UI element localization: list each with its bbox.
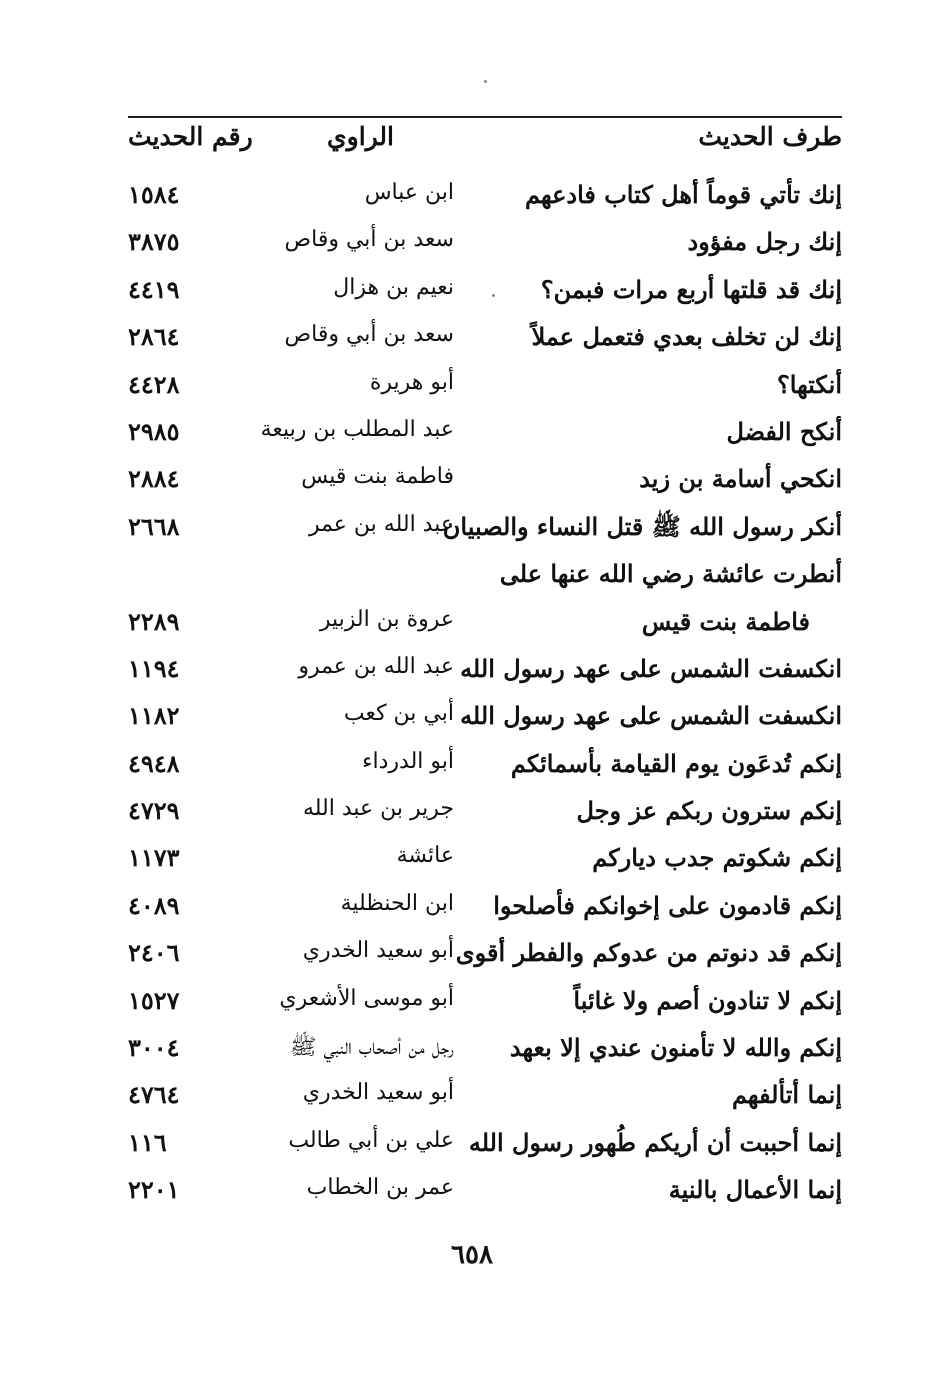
table-row [128, 887, 842, 934]
hadith-text: انكحي أسامة بن زيد [639, 464, 842, 494]
narrator: عمر بن الخطاب [306, 1175, 454, 1201]
narrator: نعيم بن هزال [333, 274, 454, 300]
table-row [128, 366, 842, 413]
table-row [128, 1171, 842, 1218]
table-row [128, 223, 842, 270]
narrator: أبو موسى الأشعري [279, 985, 454, 1011]
narrator: علي بن أبي طالب [288, 1127, 454, 1153]
narrator: جرير بن عبد الله [302, 796, 454, 822]
hadith-text: أنكتها؟ [777, 369, 842, 399]
narrator: عروة بن الزبير [319, 606, 454, 632]
table-row [128, 460, 842, 507]
narrator: عبد الله بن عمرو [298, 653, 454, 679]
hadith-number: ٣٨٧٥ [128, 227, 180, 257]
hadith-text: أنكر رسول الله ﷺ قتل النساء والصبيان [442, 511, 842, 541]
hadith-number: ٢٤٠٦ [128, 938, 180, 968]
hadith-number: ٢٦٦٨ [128, 511, 180, 541]
hadith-text: إنكم قد دنوتم من عدوكم والفطر أقوى [455, 938, 842, 968]
hadith-number: ٤٩٤٨ [128, 748, 180, 778]
table-row [128, 1076, 842, 1123]
hadith-number: ١١٧٣ [128, 843, 180, 873]
table-row [128, 1124, 842, 1171]
hadith-number: ١٥٢٧ [128, 985, 180, 1015]
hadith-text: إنكم لا تنادون أصم ولا غائباً [573, 985, 842, 1015]
page-number: ٦٥٨ [451, 1240, 493, 1270]
hadith-text: إنما أحببت أن أريكم طُهور رسول الله [468, 1127, 842, 1157]
narrator: ابن عباس [364, 180, 454, 205]
hadith-number: ٢٨٦٤ [128, 322, 180, 352]
narrator: أبو سعيد الخدري [302, 1080, 454, 1106]
hadith-number: ١١٨٢ [128, 701, 180, 731]
header-hadith-number: رقم الحديث [128, 122, 253, 151]
hadith-text: إنما أتألفهم [731, 1080, 842, 1110]
narrator: ابن الحنظلية [340, 890, 454, 916]
hadith-text: انكسفت الشمس على عهد رسول الله [460, 653, 842, 683]
hadith-text: إنك قد قلتها أربع مرات فبمن؟ [540, 274, 842, 304]
narrator: أبو هريرة [369, 369, 454, 395]
table-row [128, 318, 842, 365]
hadith-number: ٤٧٦٤ [128, 1080, 180, 1110]
hadith-number: ١٥٨٤ [128, 180, 180, 209]
hadith-number: ٤٤٢٨ [128, 369, 180, 399]
header-hadith-text: طرف الحديث [698, 122, 842, 151]
hadith-number: ١١٦ [128, 1127, 167, 1157]
narrator: رجل من أصحاب النبي ﷺ [289, 1035, 454, 1061]
table-row [128, 792, 842, 839]
hadith-number: ٢٩٨٥ [128, 416, 180, 446]
table-row [128, 176, 842, 223]
narrator: عبد الله بن عمر [308, 511, 454, 537]
hadith-text: إنك رجل مفؤود [687, 227, 842, 257]
hadith-number: ٢٢٨٩ [128, 606, 180, 636]
hadith-text: إنك لن تخلف بعدي فتعمل عملاً [531, 322, 842, 352]
hadith-text: إنكم شكوتم جدب دياركم [592, 843, 842, 873]
table-row [128, 982, 842, 1029]
hadith-number: ١١٩٤ [128, 653, 180, 683]
table-row [128, 934, 842, 981]
table-row [128, 555, 842, 602]
hadith-number: ٤٤١٩ [128, 274, 180, 304]
narrator: عائشة [396, 843, 454, 869]
hadith-text: إنكم سترون ربكم عز وجل [576, 796, 842, 826]
table-header [128, 118, 842, 166]
hadith-text: إنما الأعمال بالنية [668, 1175, 842, 1205]
hadith-text: انكسفت الشمس على عهد رسول الله [460, 701, 842, 731]
table-row [128, 1029, 842, 1076]
hadith-number: ٣٠٠٤ [128, 1033, 180, 1063]
table-row [128, 413, 842, 460]
narrator: سعد بن أبي وقاص [284, 322, 454, 348]
hadith-text: إنكم قادمون على إخوانكم فأصلحوا [493, 890, 842, 920]
table-row [128, 839, 842, 886]
hadith-number: ٤٧٢٩ [128, 796, 180, 826]
table-row [128, 697, 842, 744]
header-narrator: الراوي [327, 122, 394, 151]
hadith-index-table [128, 176, 842, 1219]
hadith-text: إنكم والله لا تأمنون عندي إلا بعهد [509, 1033, 842, 1063]
hadith-text: أنكح الفضل [726, 416, 842, 446]
table-row [128, 271, 842, 318]
hadith-text: فاطمة بنت قيس [641, 606, 810, 636]
narrator: أبو سعيد الخدري [302, 938, 454, 964]
table-row [128, 745, 842, 792]
narrator: سعد بن أبي وقاص [284, 227, 454, 253]
hadith-text: إنكم تُدعَون يوم القيامة بأسمائكم [510, 748, 842, 778]
narrator: فاطمة بنت قيس [301, 464, 454, 490]
narrator: عبد المطلب بن ربيعة [260, 416, 454, 442]
paper-speck [484, 80, 487, 83]
narrator: أبي بن كعب [343, 701, 454, 727]
narrator: أبو الدرداء [362, 748, 454, 774]
hadith-text: أنطرت عائشة رضي الله عنها على [499, 559, 842, 589]
hadith-number: ٢٨٨٤ [128, 464, 180, 494]
hadith-text: إنك تأتي قوماً أهل كتاب فادعهم [525, 180, 842, 209]
table-row [128, 650, 842, 697]
table-row [128, 603, 842, 650]
table-row [128, 508, 842, 555]
hadith-number: ٢٢٠١ [128, 1175, 180, 1205]
hadith-number: ٤٠٨٩ [128, 890, 180, 920]
